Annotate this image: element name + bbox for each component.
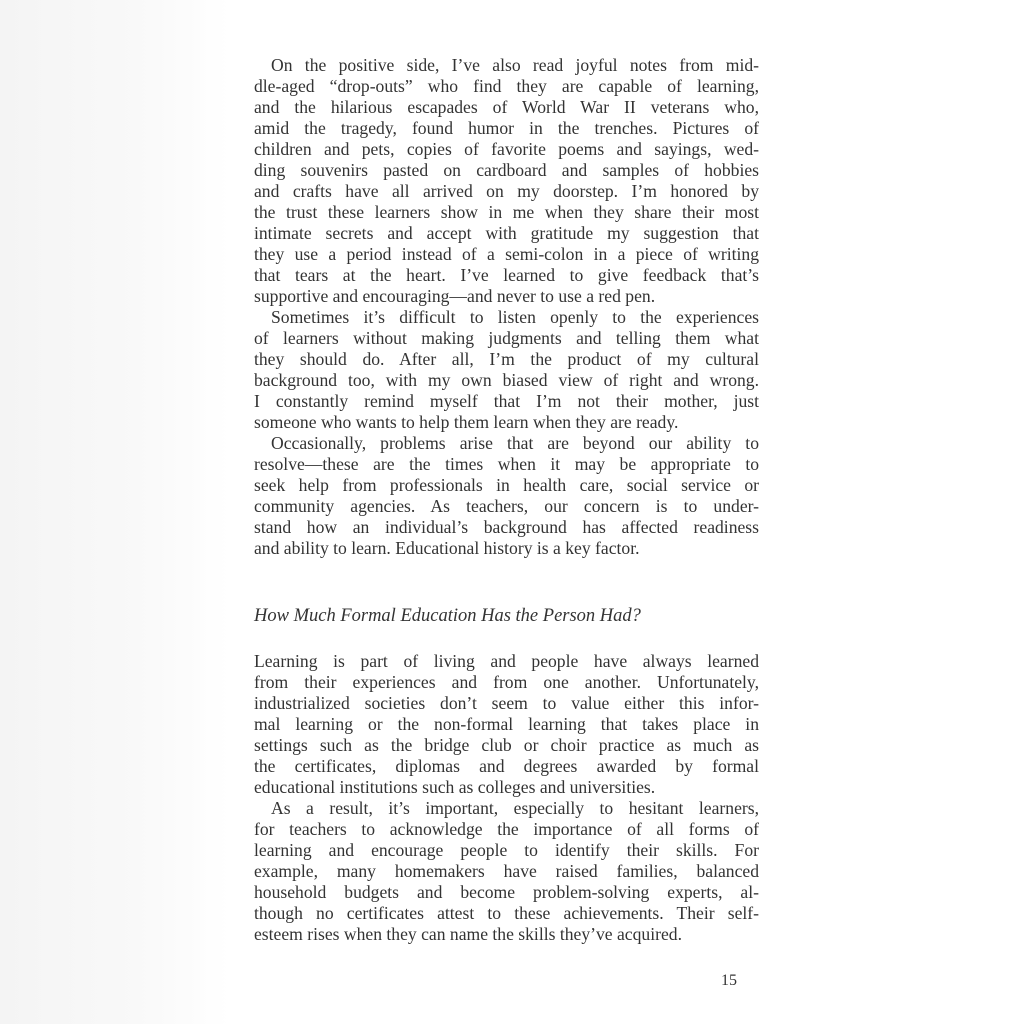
text-line: educational institutions such as colleges and universities. [254, 777, 656, 797]
page-number: 15 [721, 972, 737, 989]
text-line: Sometimes it’s difficult to listen openly to the experiences [271, 307, 759, 327]
text-line: dle-aged “drop-outs” who find they are capable of learning, [254, 76, 759, 96]
text-line: amid the tragedy, found humor in the trenches. Pictures of [254, 118, 759, 138]
paragraph [254, 798, 759, 945]
section-heading: How Much Formal Education Has the Person Had? [254, 606, 641, 626]
text-line: though no certificates attest to these achievements. Their self- [254, 903, 759, 923]
text-line: from their experiences and from one another. Unfortunately, [254, 672, 759, 692]
text-line: Occasionally, problems arise that are beyond our ability to [271, 433, 759, 453]
text-line: the trust these learners show in me when they share their most [254, 202, 759, 222]
text-line: stand how an individual’s background has affected readiness [254, 517, 759, 537]
text-line: and crafts have all arrived on my doorstep. I’m honored by [254, 181, 759, 201]
page-gutter-shadow [0, 0, 230, 1024]
text-line: industrialized societies don’t seem to value either this infor- [254, 693, 759, 713]
text-line: settings such as the bridge club or choir practice as much as [254, 735, 759, 755]
body-text-after-heading [254, 651, 759, 945]
text-line: learning and encourage people to identify their skills. For [254, 840, 759, 860]
text-line: example, many homemakers have raised families, balanced [254, 861, 759, 881]
text-line: and ability to learn. Educational history is a key factor. [254, 538, 640, 558]
paragraph [254, 651, 759, 798]
text-line: they use a period instead of a semi-colon in a piece of writing [254, 244, 759, 264]
text-line: On the positive side, I’ve also read joyful notes from mid- [271, 55, 759, 75]
text-line: intimate secrets and accept with gratitude my suggestion that [254, 223, 759, 243]
body-text-before-heading [254, 55, 759, 559]
text-line: background too, with my own biased view of right and wrong. [254, 370, 759, 390]
text-line: they should do. After all, I’m the product of my cultural [254, 349, 759, 369]
text-line: for teachers to acknowledge the importance of all forms of [254, 819, 759, 839]
paragraph [254, 55, 759, 307]
text-line: As a result, it’s important, especially to hesitant learners, [271, 798, 759, 818]
paragraph [254, 307, 759, 433]
text-line: mal learning or the non-formal learning that takes place in [254, 714, 759, 734]
text-line: resolve—these are the times when it may be appropriate to [254, 454, 759, 474]
text-line: and the hilarious escapades of World War II veterans who, [254, 97, 759, 117]
paragraph [254, 433, 759, 559]
text-line: someone who wants to help them learn when they are ready. [254, 412, 679, 432]
text-line: supportive and encouraging—and never to use a red pen. [254, 286, 656, 306]
text-line: I constantly remind myself that I’m not their mother, just [254, 391, 759, 411]
text-line: of learners without making judgments and telling them what [254, 328, 759, 348]
text-line: household budgets and become problem-solving experts, al- [254, 882, 759, 902]
text-line: that tears at the heart. I’ve learned to give feedback that’s [254, 265, 759, 285]
text-line: seek help from professionals in health care, social service or [254, 475, 759, 495]
text-line: community agencies. As teachers, our concern is to under- [254, 496, 759, 516]
text-line: the certificates, diplomas and degrees awarded by formal [254, 756, 759, 776]
text-line: children and pets, copies of favorite poems and sayings, wed- [254, 139, 759, 159]
text-line: ding souvenirs pasted on cardboard and samples of hobbies [254, 160, 759, 180]
text-line: esteem rises when they can name the skills they’ve acquired. [254, 924, 682, 944]
text-line: Learning is part of living and people have always learned [254, 651, 759, 671]
